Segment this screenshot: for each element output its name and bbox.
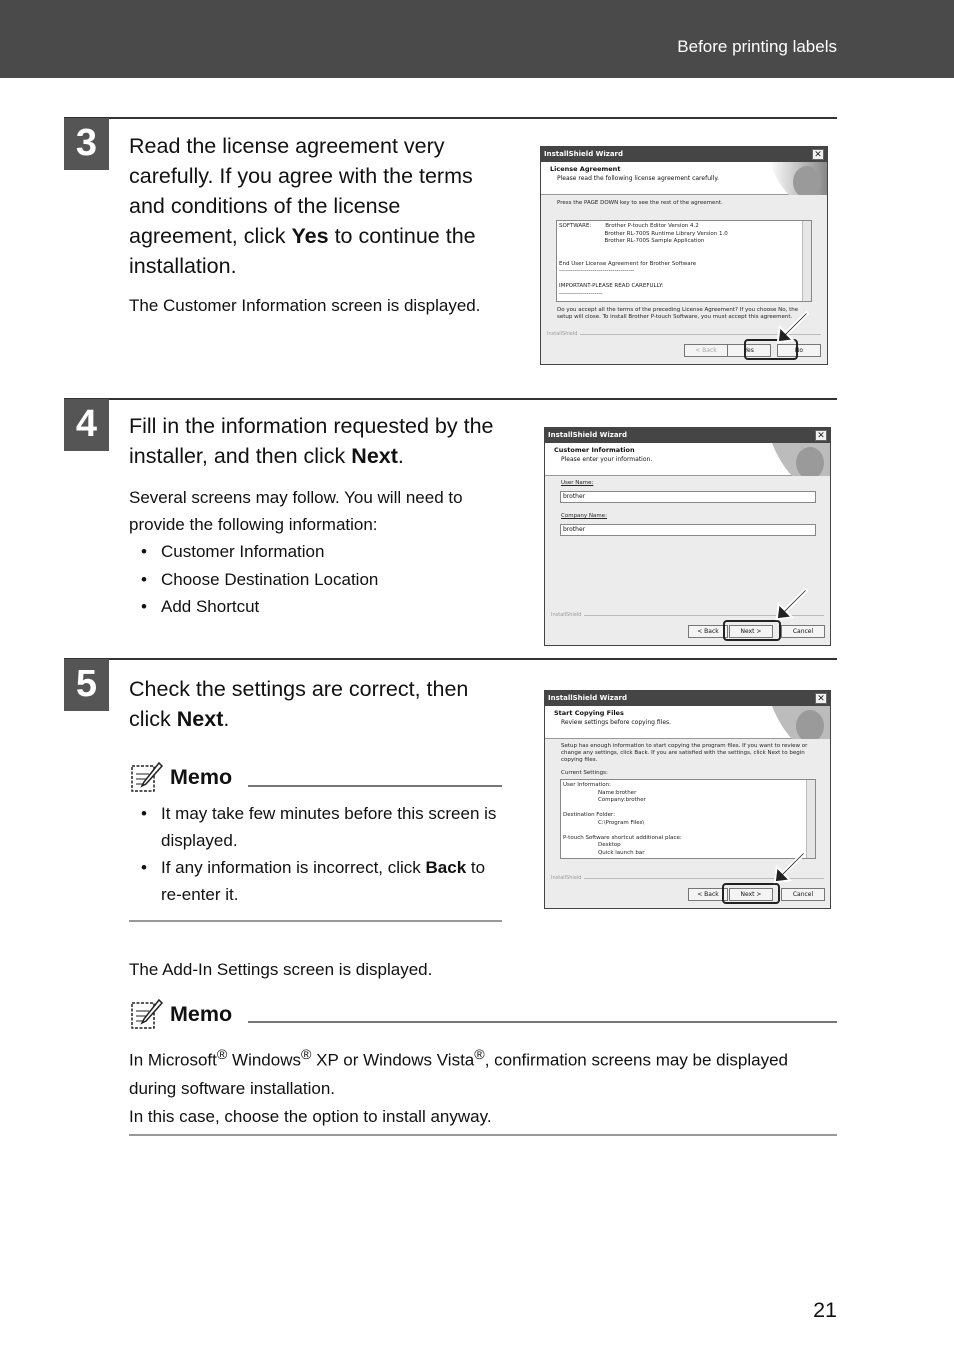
- license-line: [559, 276, 728, 284]
- list-item: • Add Shortcut: [129, 593, 378, 621]
- license-line: SOFTWARE: Brother P-touch Editor Version 4.2: [559, 223, 699, 229]
- settings-line: Destination Folder:: [563, 812, 616, 818]
- yes-button[interactable]: Yes: [727, 344, 771, 357]
- step-4-body: Several screens may follow. You will need to provide the following information:: [129, 488, 463, 534]
- dialog-header-band: Customer Information Please enter your information.: [545, 443, 830, 476]
- step-4-rule: [64, 398, 837, 400]
- memo-pencil-icon: [129, 998, 163, 1030]
- cancel-button[interactable]: Cancel: [781, 888, 825, 901]
- settings-line: [563, 827, 682, 835]
- wizard-face-icon: [762, 706, 830, 739]
- settings-line: User Information:: [563, 782, 611, 788]
- dialog-header-band: Start Copying Files Review settings before copying files.: [545, 706, 830, 739]
- no-button[interactable]: No: [777, 344, 821, 357]
- wizard-face-icon: [759, 162, 827, 195]
- license-line: [559, 253, 728, 261]
- dialog-titlebar: InstallShield Wizard ✕: [545, 428, 830, 443]
- pointer-arrow-icon: [771, 848, 809, 886]
- settings-line: Name:brother: [563, 789, 637, 796]
- memo-heading: Memo: [129, 997, 232, 1031]
- settings-line: Desktop: [563, 842, 621, 848]
- close-icon[interactable]: ✕: [812, 149, 824, 160]
- license-line: Brother RL-700S Runtime Library Version 1.0: [559, 230, 728, 237]
- step-5-rule: [64, 658, 837, 660]
- settings-line: P-touch Software shortcut additional place:: [563, 834, 682, 841]
- step-4-number: 4: [64, 399, 109, 451]
- back-button[interactable]: < Back: [684, 344, 728, 357]
- memo-rule: [248, 1021, 837, 1023]
- license-line: ----------------------: [559, 290, 603, 297]
- pointer-arrow-icon: [774, 308, 812, 346]
- memo-bottom-rule: [129, 1134, 837, 1136]
- dialog-titlebar: InstallShield Wizard ✕: [541, 147, 827, 162]
- license-line: Brother RL-700S Sample Application: [559, 238, 705, 244]
- list-item: • Customer Information: [129, 538, 378, 566]
- page-number: 21: [813, 1298, 837, 1322]
- close-icon[interactable]: ✕: [815, 430, 827, 441]
- list-item: • It may take few minutes before this screen is displayed.: [129, 800, 504, 854]
- settings-line: Company:brother: [563, 797, 646, 803]
- settings-line: [563, 805, 682, 813]
- company-name-field[interactable]: brother: [560, 524, 816, 536]
- cancel-button[interactable]: Cancel: [781, 625, 825, 638]
- step-5-number: 5: [64, 659, 109, 711]
- step-5-instruction: Check the settings are correct, then click Next.: [129, 677, 469, 731]
- highlight-ring: [723, 620, 781, 641]
- section-title: Before printing labels: [677, 37, 837, 56]
- pointer-arrow-icon: [773, 585, 811, 623]
- settings-line: C:\Program Files\: [563, 819, 645, 826]
- start-copying-dialog: InstallShield Wizard ✕ Start Copying Files Review settings before copying files. Setup has enough information to start copying the program files. If you want to review or change any settings, click Back. If you are satisfied with the settings, click Next to begin copying files. Current Settings: User Information: Name:brother Company:brother Destination Folder: C:\Program Files\ P-touch Software shortcut additional place: Desktop Quick launch bar InstallShield < Back Next > Cancel: [544, 690, 831, 909]
- step-3-instruction: Read the license agreement very carefully. If you agree with the terms and conditions of the license agreement, click Yes to continue the installation.: [129, 134, 476, 278]
- info-list: [129, 538, 378, 621]
- close-icon[interactable]: ✕: [815, 693, 827, 704]
- dialog-titlebar: InstallShield Wizard ✕: [545, 691, 830, 706]
- page-header: [0, 0, 954, 78]
- memo-text: In Microsoft® Windows® XP or Windows Vista®, confirmation screens may be displayed during software installation. In this case, choose the option to install anyway.: [129, 1047, 788, 1126]
- memo-bottom-rule: [129, 920, 502, 922]
- back-button[interactable]: < Back: [688, 625, 728, 638]
- scrollbar[interactable]: [802, 221, 811, 301]
- scrollbar[interactable]: [806, 780, 815, 858]
- next-button[interactable]: Next >: [729, 625, 773, 638]
- step-3-note: The Customer Information screen is displayed.: [129, 296, 481, 315]
- license-line: --------------------------------------: [559, 268, 635, 274]
- next-button[interactable]: Next >: [729, 888, 773, 901]
- license-line: End User License Agreement for Brother Software: [559, 260, 697, 267]
- settings-text-box[interactable]: [560, 779, 816, 859]
- wizard-face-icon: [762, 443, 830, 476]
- user-name-field[interactable]: brother: [560, 491, 816, 503]
- memo-list: [129, 800, 504, 908]
- memo-rule: [248, 785, 502, 787]
- settings-line: Quick launch bar: [563, 849, 645, 856]
- list-item: • If any information is incorrect, click Back to re-enter it.: [129, 854, 504, 908]
- step-3-rule: [64, 117, 837, 119]
- highlight-ring: [722, 883, 780, 904]
- list-item: • Choose Destination Location: [129, 566, 378, 594]
- customer-information-dialog: InstallShield Wizard ✕ Customer Information Please enter your information. User Name: brother Company Name: brother InstallShield < Back Next > Cancel: [544, 427, 831, 646]
- license-line: [559, 246, 728, 254]
- license-agreement-dialog: InstallShield Wizard ✕ License Agreement Please read the following license agreement carefully. Press the PAGE DOWN key to see the rest of the agreement. SOFTWARE: Brother P-touch Editor Version 4.2 Brother RL-700S Runtime Library Version 1.0 Brother RL-700S Sample Application End User License Agreement for Brother Software -------------------------------------- IMPORTANT-PLEASE READ CAREFULLY: ---------------------- Do you accept all the terms of the preceding License Agreement? If you choose No, the setup will close. To install Brother P-touch Software, you must accept this agreement. InstallShield < Back Yes No: [540, 146, 828, 365]
- add-in-note: The Add-In Settings screen is displayed.: [129, 960, 433, 979]
- step-4-instruction: Fill in the information requested by the installer, and then click Next.: [129, 414, 494, 468]
- memo-pencil-icon: [129, 761, 163, 793]
- back-button[interactable]: < Back: [688, 888, 728, 901]
- step-3-number: 3: [64, 118, 109, 170]
- dialog-header-band: License Agreement Please read the following license agreement carefully.: [541, 162, 827, 195]
- license-text-box[interactable]: [556, 220, 812, 302]
- license-line: IMPORTANT-PLEASE READ CAREFULLY:: [559, 283, 664, 289]
- memo-heading: Memo: [129, 760, 232, 794]
